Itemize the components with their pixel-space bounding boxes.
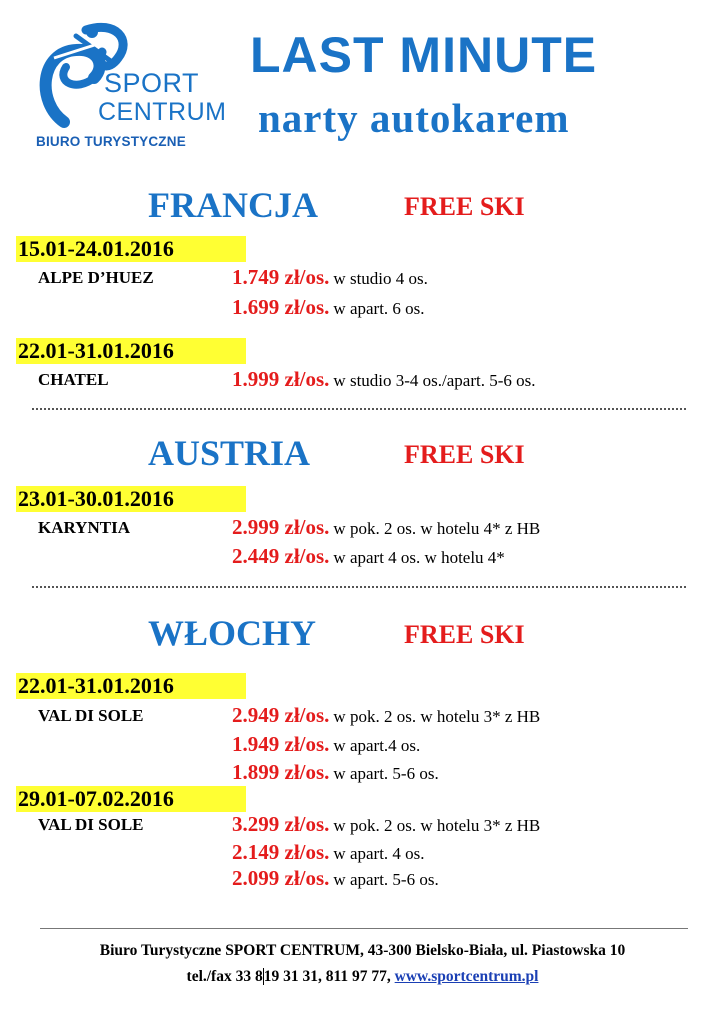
sport-centrum-logo <box>36 22 236 154</box>
footer-address: Biuro Turystyczne SPORT CENTRUM, 43-300 Bielsko-Biała, ul. Piastowska 10 <box>99 942 626 959</box>
page-subtitle: narty autokarem <box>258 95 570 141</box>
free-ski-label: FREE SKI <box>404 192 525 221</box>
offer-description: w pok. 2 os. w hotelu 3* z HB <box>333 707 541 726</box>
offer-row <box>232 840 425 865</box>
trip-place: KARYNTIA <box>38 518 130 537</box>
offer-row <box>232 812 540 837</box>
offer-description: w studio 4 os. <box>333 269 428 288</box>
offer-description: w studio 3-4 os./apart. 5-6 os. <box>333 371 536 390</box>
offer-price: 2.449 zł/os. <box>232 544 330 568</box>
logo-biuro-text: BIURO TURYSTYCZNE <box>36 134 186 149</box>
trip-place: CHATEL <box>38 370 109 389</box>
logo-centrum-text: CENTRUM <box>98 98 227 126</box>
offer-row <box>232 295 425 320</box>
country-heading-wlochy: WŁOCHY <box>148 613 317 653</box>
footer-contact <box>0 968 725 986</box>
trip-dates: 22.01-31.01.2016 <box>16 673 246 699</box>
offer-price: 3.299 zł/os. <box>232 812 330 836</box>
offer-row <box>232 544 505 569</box>
free-ski-label: FREE SKI <box>404 440 525 469</box>
country-heading-austria: AUSTRIA <box>148 433 311 473</box>
offer-row <box>232 703 540 728</box>
footer-phone-rest: 19 31 31, 811 97 77, <box>263 968 395 985</box>
free-ski-label: FREE SKI <box>404 620 525 649</box>
offer-price: 1.949 zł/os. <box>232 732 330 756</box>
page-title: LAST MINUTE <box>250 27 598 83</box>
offer-price: 1.999 zł/os. <box>232 367 330 391</box>
trip-place: VAL DI SOLE <box>38 815 144 834</box>
offer-row <box>232 732 420 757</box>
trip-place: VAL DI SOLE <box>38 706 144 725</box>
offer-description: w apart. 4 os. <box>333 844 425 863</box>
offer-price: 1.699 zł/os. <box>232 295 330 319</box>
country-heading-francja: FRANCJA <box>148 185 318 225</box>
offer-description: w apart. 5-6 os. <box>333 764 439 783</box>
offer-description: w apart 4 os. w hotelu 4* <box>333 548 505 567</box>
trip-dates: 29.01-07.02.2016 <box>16 786 246 812</box>
offer-row <box>232 760 439 785</box>
section-divider <box>32 408 686 412</box>
website-link[interactable]: www.sportcentrum.pl <box>394 968 539 985</box>
offer-description: w pok. 2 os. w hotelu 3* z HB <box>333 816 541 835</box>
logo-sport-text: SPORT <box>104 68 200 98</box>
offer-description: w pok. 2 os. w hotelu 4* z HB <box>333 519 541 538</box>
offer-row <box>232 866 439 891</box>
section-divider <box>32 586 686 590</box>
offer-price: 2.099 zł/os. <box>232 866 330 890</box>
offer-row <box>232 515 540 540</box>
offer-price: 1.899 zł/os. <box>232 760 330 784</box>
offer-price: 2.949 zł/os. <box>232 703 330 727</box>
offer-price: 2.999 zł/os. <box>232 515 330 539</box>
footer-divider <box>40 928 688 929</box>
offer-description: w apart.4 os. <box>333 736 421 755</box>
trip-dates: 22.01-31.01.2016 <box>16 338 246 364</box>
footer-phone-prefix: tel./fax 33 8 <box>186 968 263 985</box>
offer-description: w apart. 5-6 os. <box>333 870 439 889</box>
offer-row <box>232 265 428 290</box>
trip-dates: 15.01-24.01.2016 <box>16 236 246 262</box>
offer-price: 1.749 zł/os. <box>232 265 330 289</box>
offer-description: w apart. 6 os. <box>333 299 425 318</box>
trip-dates: 23.01-30.01.2016 <box>16 486 246 512</box>
offer-row <box>232 367 536 392</box>
trip-place: ALPE D’HUEZ <box>38 268 154 287</box>
offer-price: 2.149 zł/os. <box>232 840 330 864</box>
